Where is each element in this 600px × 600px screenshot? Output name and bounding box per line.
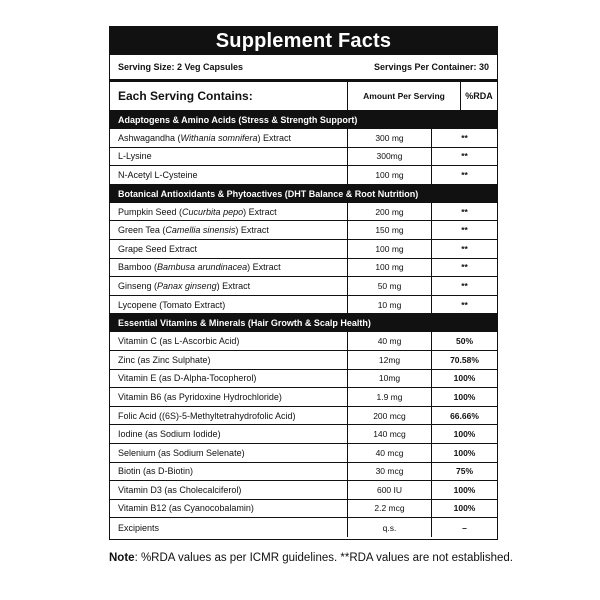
ingredient-post: ) Extract <box>243 206 277 217</box>
amount-per-serving: 150 mg <box>348 221 432 239</box>
ingredient-italic: Panax ginseng <box>157 280 217 291</box>
rda-value: ** <box>461 151 468 162</box>
ingredient-name <box>110 166 348 184</box>
amount-per-serving: q.s. <box>348 518 432 537</box>
section-header: Essential Vitamins & Minerals (Hair Growth & Scalp Health) <box>110 314 497 332</box>
ingredient-pre: Ginseng ( <box>118 280 158 291</box>
col-amount-header: Amount Per Serving <box>348 82 461 110</box>
rda-value: ** <box>461 243 468 254</box>
serving-info <box>110 55 497 82</box>
ingredient-pre: Selenium (as Sodium Selenate) <box>118 447 245 458</box>
rda-value: 100% <box>453 429 476 440</box>
amount-per-serving: 200 mg <box>348 203 432 221</box>
table-row <box>110 296 497 315</box>
ingredient-name <box>110 425 348 443</box>
col-ingredient-header: Each Serving Contains: <box>110 82 348 110</box>
table-row <box>110 148 497 167</box>
amount-per-serving: 100 mg <box>348 166 432 184</box>
ingredient-name <box>110 296 348 314</box>
ingredient-name <box>110 221 348 239</box>
footnote <box>109 552 513 564</box>
ingredient-name <box>110 370 348 388</box>
rda-value: ** <box>461 225 468 236</box>
amount-per-serving: 50 mg <box>348 277 432 295</box>
facts-table-body <box>110 111 497 537</box>
ingredient-name <box>110 518 348 537</box>
note-label: Note <box>109 552 135 564</box>
table-row <box>110 388 497 407</box>
section-header: Adaptogens & Amino Acids (Stress & Strength Support) <box>110 111 497 129</box>
table-row <box>110 129 497 148</box>
rda-value: 100% <box>453 447 476 458</box>
ingredient-pre: Grape Seed Extract <box>118 243 198 254</box>
ingredient-pre: L-Lysine <box>118 151 152 162</box>
ingredient-post: ) Extract <box>257 132 292 143</box>
rda-value: ** <box>461 299 468 310</box>
rda-value: 100% <box>453 484 476 495</box>
rda-value: 66.66% <box>450 410 479 421</box>
ingredient-post: ) Extract <box>247 262 281 273</box>
ingredient-pre: Bamboo ( <box>118 262 158 273</box>
ingredient-name <box>110 129 348 147</box>
rda-value: ** <box>461 206 468 217</box>
ingredient-pre: Ashwagandha ( <box>118 132 181 143</box>
rda-value: ** <box>461 132 468 143</box>
amount-per-serving: 300mg <box>348 148 432 166</box>
ingredient-name <box>110 148 348 166</box>
rda-value: 50% <box>455 336 473 347</box>
ingredient-pre: Excipients <box>118 522 160 533</box>
amount-per-serving: 100 mg <box>348 259 432 277</box>
ingredient-name <box>110 407 348 425</box>
amount-per-serving: 140 mcg <box>348 425 432 443</box>
amount-per-serving: 100 mg <box>348 240 432 258</box>
amount-per-serving: 300 mg <box>348 129 432 147</box>
amount-per-serving: 10mg <box>348 370 432 388</box>
ingredient-italic: Bambusa arundinacea <box>157 262 248 273</box>
table-row <box>110 463 497 482</box>
column-header-row <box>110 82 497 111</box>
table-row <box>110 351 497 370</box>
panel-title: Supplement Facts <box>110 27 497 55</box>
ingredient-pre: Green Tea ( <box>118 225 166 236</box>
ingredient-name <box>110 351 348 369</box>
table-row <box>110 425 497 444</box>
rda-value: 100% <box>453 373 476 384</box>
ingredient-name <box>110 444 348 462</box>
ingredient-name <box>110 481 348 499</box>
ingredient-name <box>110 500 348 518</box>
rda-value: 100% <box>453 391 476 402</box>
rda-value: – <box>462 522 467 533</box>
table-row <box>110 407 497 426</box>
amount-per-serving: 200 mcg <box>348 407 432 425</box>
ingredient-name <box>110 332 348 350</box>
supplement-facts-panel <box>109 26 498 540</box>
amount-per-serving: 10 mg <box>348 296 432 314</box>
rda-value: 100% <box>453 503 476 514</box>
ingredient-name <box>110 240 348 258</box>
table-row <box>110 481 497 500</box>
serving-size: Serving Size: 2 Veg Capsules <box>118 62 244 72</box>
amount-per-serving: 40 mcg <box>348 444 432 462</box>
amount-per-serving: 1.9 mg <box>348 388 432 406</box>
ingredient-pre: Vitamin C (as L-Ascorbic Acid) <box>118 336 240 347</box>
amount-per-serving: 40 mg <box>348 332 432 350</box>
ingredient-pre: Pumpkin Seed ( <box>118 206 183 217</box>
table-row <box>110 518 497 537</box>
ingredient-pre: Folic Acid ((6S)-5-Methyltetrahydrofolic Acid) <box>118 410 296 421</box>
col-rda-header: %RDA <box>465 91 493 101</box>
ingredient-pre: Vitamin B12 (as Cyanocobalamin) <box>118 503 254 514</box>
ingredient-name <box>110 388 348 406</box>
ingredient-pre: Iodine (as Sodium Iodide) <box>118 429 221 440</box>
rda-value: ** <box>461 280 468 291</box>
table-row <box>110 240 497 259</box>
rda-value: 70.58% <box>450 354 479 365</box>
rda-value: ** <box>461 169 468 180</box>
table-row <box>110 500 497 519</box>
rda-value: 75% <box>455 466 473 477</box>
ingredient-name <box>110 259 348 277</box>
ingredient-name <box>110 463 348 481</box>
servings-per-container: Servings Per Container: 30 <box>373 62 489 72</box>
amount-per-serving: 30 mcg <box>348 463 432 481</box>
table-row <box>110 259 497 278</box>
ingredient-name <box>110 277 348 295</box>
rda-value: ** <box>461 262 468 273</box>
ingredient-pre: N-Acetyl L-Cysteine <box>118 169 198 180</box>
ingredient-name <box>110 203 348 221</box>
ingredient-italic: Withania somnifera <box>180 132 258 143</box>
ingredient-pre: Vitamin D3 (as Cholecalciferol) <box>118 484 242 495</box>
ingredient-pre: Vitamin B6 (as Pyridoxine Hydrochloride) <box>118 391 282 402</box>
section-header: Botanical Antioxidants & Phytoactives (DHT Balance & Root Nutrition) <box>110 185 497 203</box>
table-row <box>110 370 497 389</box>
ingredient-post: ) Extract <box>216 280 251 291</box>
ingredient-pre: Biotin (as D-Biotin) <box>118 466 194 477</box>
amount-per-serving: 12mg <box>348 351 432 369</box>
ingredient-post: ) Extract <box>235 225 269 236</box>
table-row <box>110 444 497 463</box>
amount-per-serving: 2.2 mcg <box>348 500 432 518</box>
amount-per-serving: 600 IU <box>348 481 432 499</box>
table-row <box>110 203 497 222</box>
ingredient-pre: Vitamin E (as D-Alpha-Tocopherol) <box>118 373 257 384</box>
ingredient-pre: Zinc (as Zinc Sulphate) <box>118 354 211 365</box>
ingredient-italic: Cucurbita pepo <box>182 206 244 217</box>
table-row <box>110 166 497 185</box>
ingredient-pre: Lycopene (Tomato Extract) <box>118 299 226 310</box>
table-row <box>110 221 497 240</box>
note-text: : %RDA values as per ICMR guidelines. **RDA values are not established. <box>134 552 513 564</box>
ingredient-italic: Camellia sinensis <box>165 225 236 236</box>
table-row <box>110 277 497 296</box>
table-row <box>110 332 497 351</box>
